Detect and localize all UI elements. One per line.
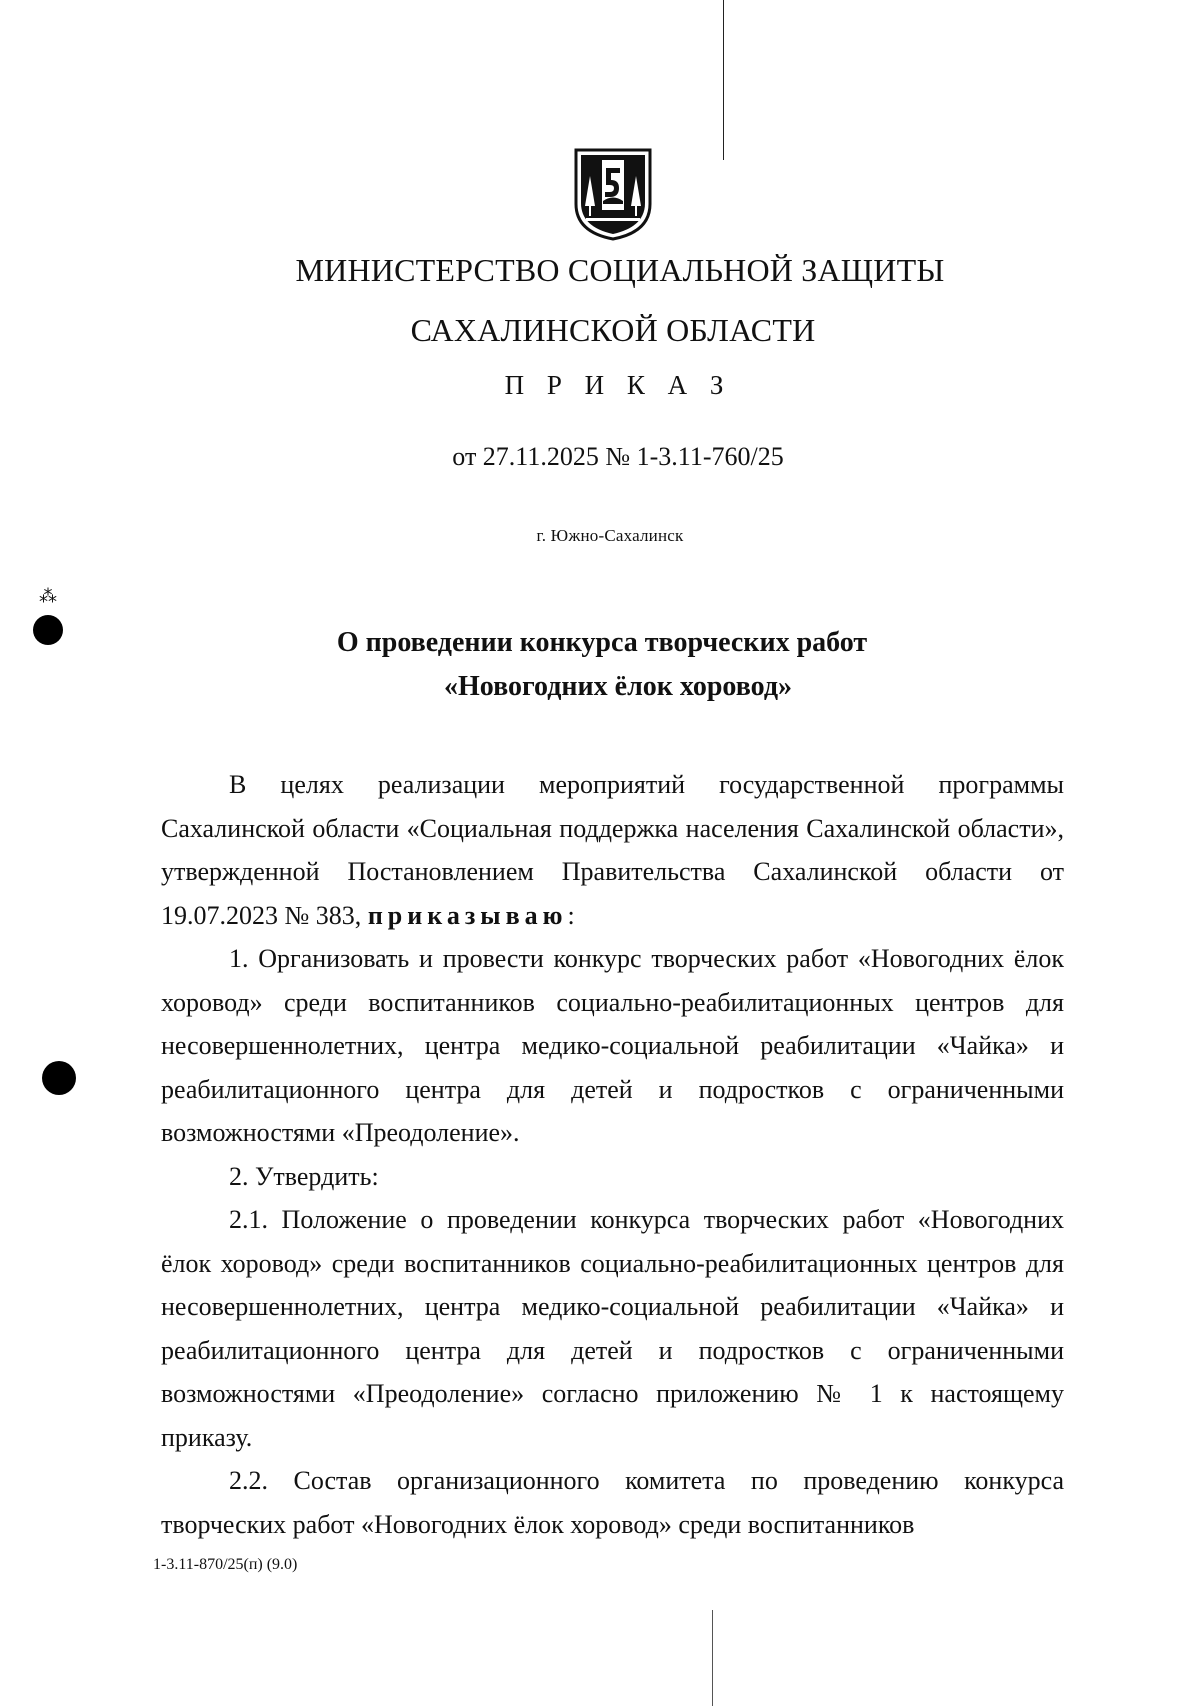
order-title: П Р И К А З	[504, 370, 732, 400]
scan-artifact-line	[712, 1610, 713, 1706]
scan-mark: ⁂	[39, 586, 57, 607]
ministry-name-line2: САХАЛИНСКОЙ ОБЛАСТИ	[410, 312, 816, 348]
punch-hole	[33, 615, 63, 645]
preamble-end: :	[567, 900, 575, 930]
item-2: 2. Утвердить:	[229, 1161, 379, 1191]
item-1: 1. Организовать и провести конкурс творческих работ «Новогодних ёлок хоровод» среди воспитанников социально-реабилитационных центров для несовершеннолетних, центра медико-социальной реабилитации «Чайка» и реабилитационного центра для детей и подростков с ограниченными возможностями «Преодоление».	[161, 944, 1064, 1147]
item-2-1: 2.1. Положение о проведении конкурса творческих работ «Новогодних ёлок хоровод» среди воспитанников социально-реабилитационных центров для несовершеннолетних, центра медико-социальной реабилитации «Чайка» и реабилитационного центра для детей и подростков с ограниченными возможностями «Преодоление» согласно приложению № 1 к настоящему приказу.	[161, 1205, 1064, 1452]
punch-hole	[42, 1061, 76, 1095]
document-title-line1: О проведении конкурса творческих работ	[336, 627, 868, 658]
preamble-paragraph	[161, 763, 1064, 937]
item-2-2: 2.2. Состав организационного комитета по проведению конкурса творческих работ «Новогодних ёлок хоровод» среди воспитанников	[161, 1466, 1064, 1539]
city: г. Южно-Сахалинск	[536, 526, 684, 545]
scan-artifact-line	[723, 0, 724, 160]
footer-document-code: 1-3.11-870/25(п) (9.0)	[153, 1556, 298, 1573]
coat-of-arms-icon	[572, 146, 654, 242]
ministry-name-line1: МИНИСТЕРСТВО СОЦИАЛЬНОЙ ЗАЩИТЫ	[295, 252, 945, 288]
document-body	[161, 763, 1064, 1546]
order-verb: приказываю	[367, 900, 568, 930]
document-title-line2: «Новогодних ёлок хоровод»	[443, 671, 793, 702]
order-number: от 27.11.2025 № 1-3.11-760/25	[452, 442, 784, 471]
preamble-text: В целях реализации мероприятий государственной программы Сахалинской области «Социальная поддержка населения Сахалинской области», утвержденной Постановлением Правительства Сахалинской области от 19.07.2023 № 383,	[161, 770, 1064, 930]
